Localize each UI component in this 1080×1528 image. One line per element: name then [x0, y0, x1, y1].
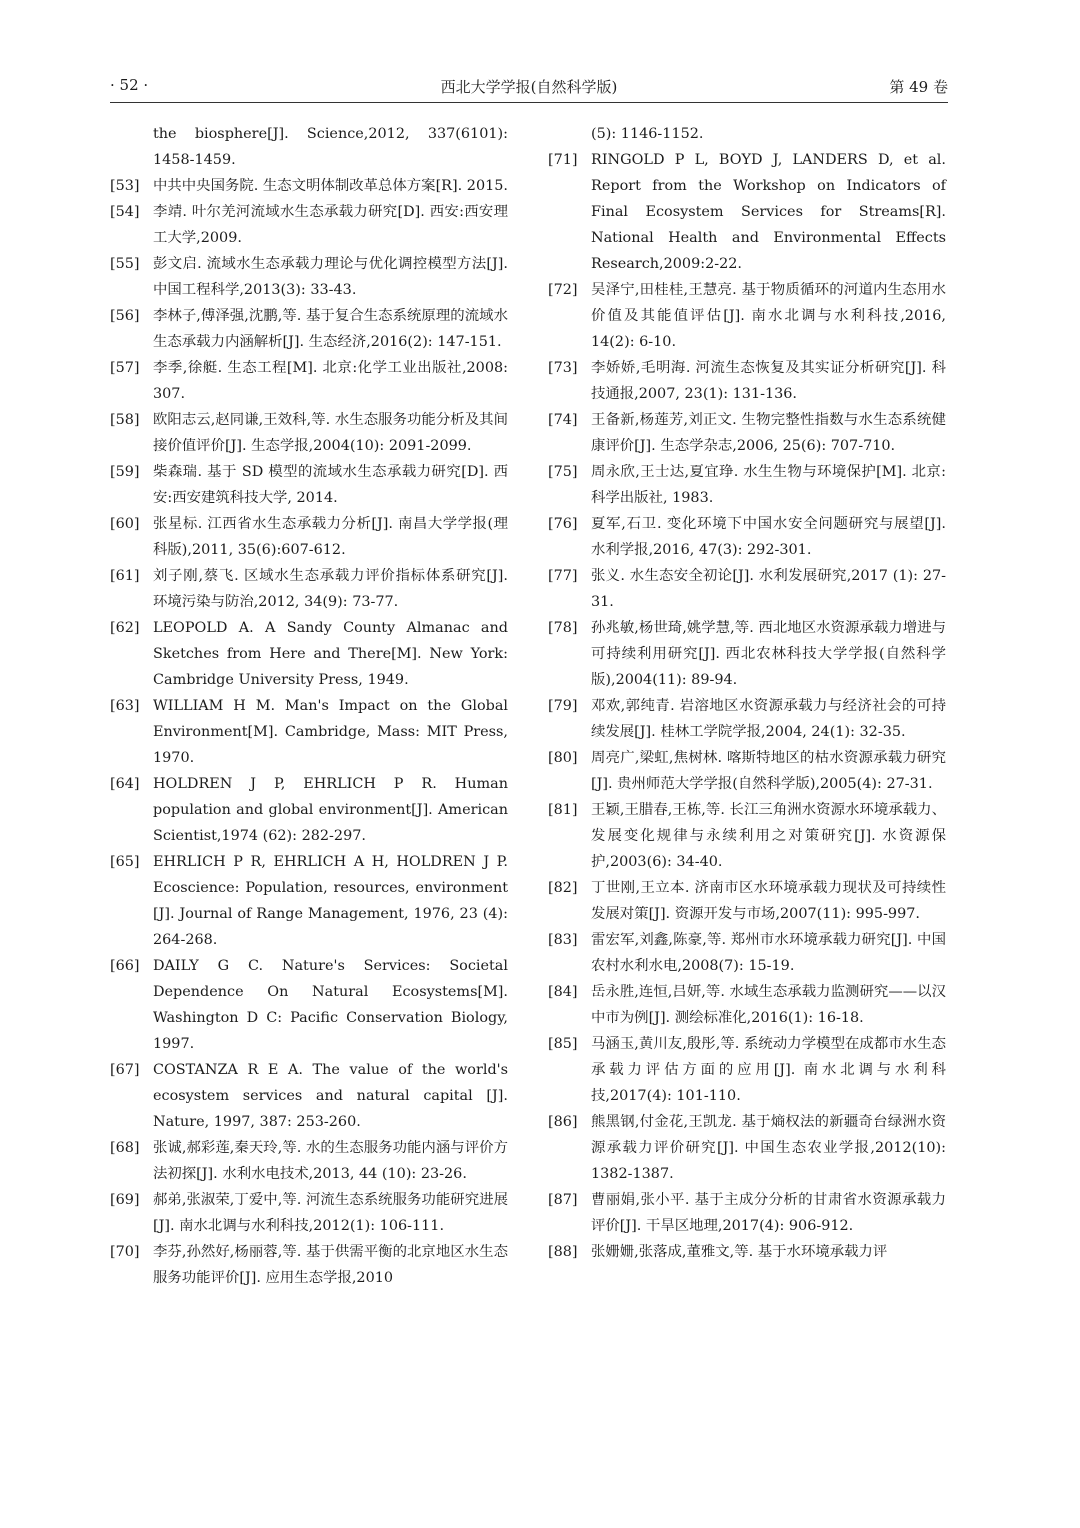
- journal-title: 西北大学学报(自然科学版): [440, 78, 618, 96]
- reference-entry: [110, 953, 508, 1057]
- reference-text: 李靖. 叶尔羌河流域水生态承载力研究[D]. 西安:西安理工大学,2009.: [153, 204, 508, 246]
- reference-entry: [548, 1239, 946, 1265]
- reference-entry: [548, 121, 946, 147]
- reference-column-left: [110, 121, 508, 1291]
- reference-number: [81]: [548, 802, 578, 818]
- reference-text: WILLIAM H M. Man's Impact on the Global Environment[M]. Cambridge, Mass: MIT Press, 1970.: [153, 698, 508, 766]
- reference-text: 柴森瑞. 基于 SD 模型的流域水生态承载力研究[D]. 西安:西安建筑科技大学, 2014.: [153, 464, 508, 506]
- reference-column-right: [548, 121, 946, 1265]
- reference-entry: [548, 511, 946, 563]
- reference-entry: [548, 563, 946, 615]
- reference-number: [59]: [110, 464, 140, 480]
- reference-number: [68]: [110, 1140, 140, 1156]
- reference-number: [72]: [548, 282, 578, 298]
- reference-number: [56]: [110, 308, 140, 324]
- reference-entry: [548, 1031, 946, 1109]
- reference-number: [88]: [548, 1244, 578, 1260]
- reference-text: 郝弟,张淑荣,丁爱中,等. 河流生态系统服务功能研究进展[J]. 南水北调与水利科技,2012(1): 106-111.: [153, 1192, 508, 1234]
- reference-text: 曹丽娟,张小平. 基于主成分分析的甘肃省水资源承载力评价[J]. 干旱区地理,2017(4): 906-912.: [591, 1192, 946, 1234]
- reference-entry: [548, 745, 946, 797]
- reference-text: 欧阳志云,赵同谦,王效科,等. 水生态服务功能分析及其间接价值评价[J]. 生态学报,2004(10): 2091-2099.: [153, 412, 508, 454]
- reference-text: (5): 1146-1152.: [591, 126, 704, 142]
- reference-number: [53]: [110, 178, 140, 194]
- reference-text: 彭文启. 流域水生态承载力理论与优化调控模型方法[J]. 中国工程科学,2013(3): 33-43.: [153, 256, 508, 298]
- reference-number: [74]: [548, 412, 578, 428]
- reference-entry: [548, 797, 946, 875]
- reference-text: 李季,徐艇. 生态工程[M]. 北京:化学工业出版社,2008: 307.: [153, 360, 508, 402]
- reference-text: 周亮广,梁虹,焦树林. 喀斯特地区的枯水资源承载力研究[J]. 贵州师范大学学报(自然科学版),2005(4): 27-31.: [591, 750, 946, 792]
- reference-number: [60]: [110, 516, 140, 532]
- reference-text: 岳永胜,连恒,吕妍,等. 水域生态承载力监测研究——以汉中市为例[J]. 测绘标准化,2016(1): 16-18.: [591, 984, 946, 1026]
- reference-number: [79]: [548, 698, 578, 714]
- reference-text: DAILY G C. Nature's Services: Societal Dependence On Natural Ecosystems[M]. Washington D C: Pacific Conservation Biology, 1997.: [153, 958, 508, 1052]
- running-header: [110, 76, 948, 100]
- reference-text: 王备新,杨莲芳,刘正文. 生物完整性指数与水生态系统健康评价[J]. 生态学杂志,2006, 25(6): 707-710.: [591, 412, 946, 454]
- reference-entry: [110, 251, 508, 303]
- reference-number: [71]: [548, 152, 578, 168]
- reference-number: [76]: [548, 516, 578, 532]
- reference-entry: [110, 355, 508, 407]
- reference-text: LEOPOLD A. A Sandy County Almanac and Sketches from Here and There[M]. New York: Cambridge University Press, 1949.: [153, 620, 508, 688]
- reference-text: 孙兆敏,杨世琦,姚学慧,等. 西北地区水资源承载力增进与可持续利用研究[J]. 西北农林科技大学学报(自然科学版),2004(11): 89-94.: [591, 620, 946, 688]
- reference-entry: [110, 303, 508, 355]
- reference-text: 丁世刚,王立本. 济南市区水环境承载力现状及可持续性发展对策[J]. 资源开发与市场,2007(11): 995-997.: [591, 880, 946, 922]
- reference-number: [70]: [110, 1244, 140, 1260]
- reference-entry: [110, 511, 508, 563]
- reference-entry: [110, 407, 508, 459]
- reference-number: [87]: [548, 1192, 578, 1208]
- reference-number: [83]: [548, 932, 578, 948]
- reference-entry: [110, 563, 508, 615]
- reference-entry: [110, 459, 508, 511]
- reference-text: 马涵玉,黄川友,殷彤,等. 系统动力学模型在成都市水生态承载力评估方面的应用[J]. 南水北调与水利科技,2017(4): 101-110.: [591, 1036, 946, 1104]
- reference-number: [77]: [548, 568, 578, 584]
- reference-text: 熊黑钢,付金花,王凯龙. 基于熵权法的新疆奇台绿洲水资源承载力评价研究[J]. 中国生态农业学报,2012(10): 1382-1387.: [591, 1114, 946, 1182]
- reference-text: 张星标. 江西省水生态承载力分析[J]. 南昌大学学报(理科版),2011, 35(6):607-612.: [153, 516, 508, 558]
- reference-text: 雷宏军,刘鑫,陈豪,等. 郑州市水环境承载力研究[J]. 中国农村水利水电,2008(7): 15-19.: [591, 932, 946, 974]
- reference-text: EHRLICH P R, EHRLICH A H, HOLDREN J P. Ecoscience: Population, resources, environment [J]. Journal of Range Management, 1976, 23 (4): 264-268.: [153, 854, 508, 948]
- reference-entry: [548, 927, 946, 979]
- reference-text: the biosphere[J]. Science,2012, 337(6101): 1458-1459.: [153, 126, 508, 168]
- header-rule: [110, 102, 948, 103]
- reference-entry: [110, 199, 508, 251]
- reference-text: 李林子,傅泽强,沈鹏,等. 基于复合生态系统原理的流域水生态承载力内涵解析[J]. 生态经济,2016(2): 147-151.: [153, 308, 508, 350]
- reference-number: [62]: [110, 620, 140, 636]
- reference-number: [84]: [548, 984, 578, 1000]
- reference-text: 夏军,石卫. 变化环境下中国水安全问题研究与展望[J]. 水利学报,2016, 47(3): 292-301.: [591, 516, 946, 558]
- reference-entry: [548, 407, 946, 459]
- reference-text: 张诚,郝彩莲,秦天玲,等. 水的生态服务功能内涵与评价方法初探[J]. 水利水电技术,2013, 44 (10): 23-26.: [153, 1140, 508, 1182]
- reference-entry: [110, 173, 508, 199]
- reference-text: 李娇娇,毛明海. 河流生态恢复及其实证分析研究[J]. 科技通报,2007, 23(1): 131-136.: [591, 360, 946, 402]
- reference-number: [75]: [548, 464, 578, 480]
- volume-label: 第 49 卷: [889, 78, 948, 96]
- reference-number: [58]: [110, 412, 140, 428]
- reference-text: 刘子刚,蔡飞. 区域水生态承载力评价指标体系研究[J]. 环境污染与防治,2012, 34(9): 73-77.: [153, 568, 508, 610]
- reference-entry: [110, 771, 508, 849]
- reference-number: [86]: [548, 1114, 578, 1130]
- reference-text: 周永欣,王士达,夏宜琤. 水生生物与环境保护[M]. 北京:科学出版社, 1983.: [591, 464, 946, 506]
- reference-number: [78]: [548, 620, 578, 636]
- reference-number: [66]: [110, 958, 140, 974]
- reference-entry: [548, 277, 946, 355]
- reference-entry: [548, 693, 946, 745]
- reference-text: COSTANZA R E A. The value of the world's ecosystem services and natural capital [J]. Nature, 1997, 387: 253-260.: [153, 1062, 508, 1130]
- reference-entry: [548, 355, 946, 407]
- reference-entry: [548, 615, 946, 693]
- reference-number: [55]: [110, 256, 140, 272]
- reference-text: 吴泽宁,田桂桂,王慧亮. 基于物质循环的河道内生态用水价值及其能值评估[J]. 南水北调与水利科技,2016, 14(2): 6-10.: [591, 282, 946, 350]
- reference-entry: [548, 1109, 946, 1187]
- reference-entry: [110, 693, 508, 771]
- reference-entry: [110, 1187, 508, 1239]
- reference-text: 王颖,王腊春,王栋,等. 长江三角洲水资源水环境承载力、发展变化规律与永续利用之对策研究[J]. 水资源保护,2003(6): 34-40.: [591, 802, 946, 870]
- reference-number: [54]: [110, 204, 140, 220]
- reference-number: [61]: [110, 568, 140, 584]
- reference-text: 张义. 水生态安全初论[J]. 水利发展研究,2017 (1): 27-31.: [591, 568, 946, 610]
- reference-text: HOLDREN J P, EHRLICH P R. Human population and global environment[J]. American Scientist,1974 (62): 282-297.: [153, 776, 508, 844]
- reference-number: [69]: [110, 1192, 140, 1208]
- reference-number: [80]: [548, 750, 578, 766]
- reference-number: [65]: [110, 854, 140, 870]
- reference-text: 张姗姗,张落成,董雅文,等. 基于水环境承载力评: [591, 1244, 888, 1260]
- reference-text: 中共中央国务院. 生态文明体制改革总体方案[R]. 2015.: [153, 178, 508, 194]
- page-number: · 52 ·: [110, 76, 149, 94]
- reference-entry: [110, 849, 508, 953]
- reference-number: [85]: [548, 1036, 578, 1052]
- reference-number: [73]: [548, 360, 578, 376]
- reference-entry: [548, 459, 946, 511]
- reference-number: [57]: [110, 360, 140, 376]
- reference-number: [63]: [110, 698, 140, 714]
- reference-number: [64]: [110, 776, 140, 792]
- reference-number: [82]: [548, 880, 578, 896]
- reference-entry: [110, 615, 508, 693]
- reference-entry: [548, 147, 946, 277]
- reference-entry: [110, 1239, 508, 1291]
- reference-text: 李芬,孙然好,杨丽蓉,等. 基于供需平衡的北京地区水生态服务功能评价[J]. 应用生态学报,2010: [153, 1244, 508, 1286]
- reference-number: [67]: [110, 1062, 140, 1078]
- reference-text: RINGOLD P L, BOYD J, LANDERS D, et al. Report from the Workshop on Indicators of Final Ecosystem Services for Streams[R]. National Health and Environmental Effects Research,2009:2-22.: [591, 152, 946, 272]
- reference-entry: [548, 1187, 946, 1239]
- reference-text: 邓欢,郭纯青. 岩溶地区水资源承载力与经济社会的可持续发展[J]. 桂林工学院学报,2004, 24(1): 32-35.: [591, 698, 946, 740]
- reference-entry: [110, 121, 508, 173]
- reference-entry: [548, 875, 946, 927]
- reference-entry: [548, 979, 946, 1031]
- reference-entry: [110, 1135, 508, 1187]
- reference-entry: [110, 1057, 508, 1135]
